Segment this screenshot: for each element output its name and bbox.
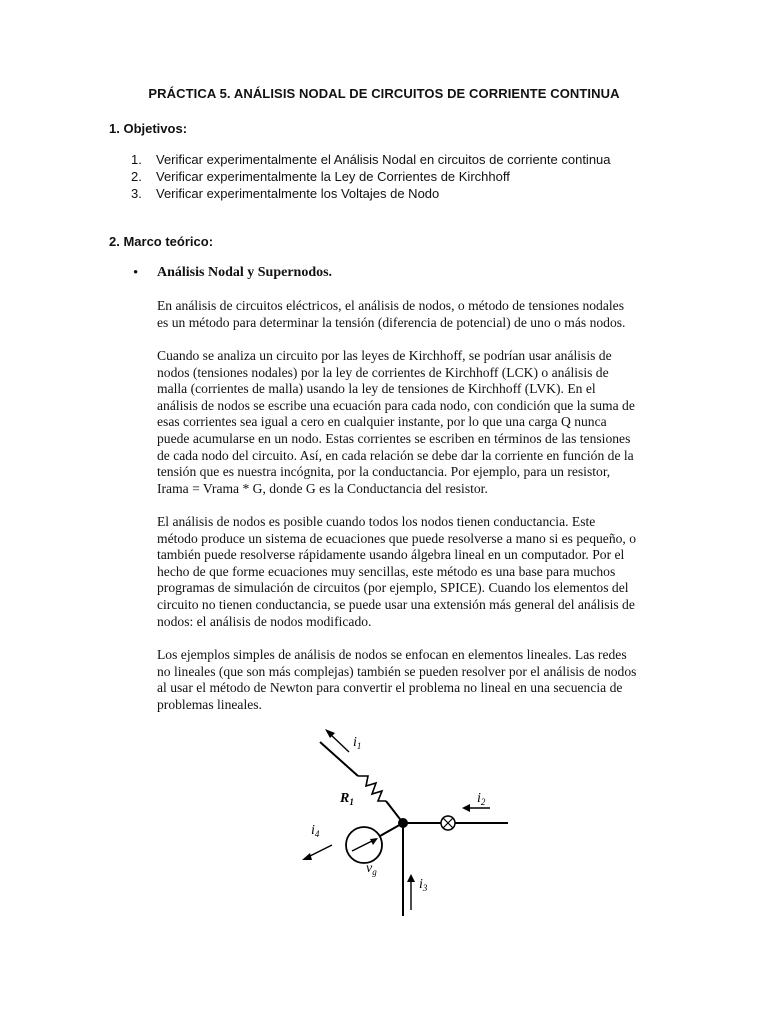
label-vg: $v_g$ (366, 861, 377, 877)
paragraph-line: problemas lineales. (157, 696, 262, 712)
paragraph-line: El análisis de nodos es posible cuando todos los nodos tienen conductancia. Este (157, 514, 596, 529)
paragraph-line: al usar el método de Newton para convertir el problema no lineal en una secuencia de (157, 680, 623, 696)
circuit-node-diagram (290, 728, 530, 923)
paragraph-line: nodos (tensiones nodales) por la ley de corrientes de Kirchhoff (LCK) o análisis de (157, 364, 609, 380)
paragraph-line: nodos: el análisis de nodos modificado. (157, 613, 372, 629)
paragraph (157, 348, 657, 497)
paragraph-line: tensión que es nuestra incógnita, por la conductancia. Por ejemplo, para un resistor, (157, 464, 611, 480)
paragraph-line: esas corrientes sea igual a cero en cualquier instante, por lo que una carga Q nunca (157, 414, 607, 430)
paragraph-line: hecho de que forme ecuaciones muy sencillas, este método es una base para muchos (157, 563, 616, 579)
list-item-text: Verificar experimentalmente los Voltajes de Nodo (156, 186, 440, 201)
paragraph-line: programas de simulación de circuitos (por ejemplo, SPICE). Cuando los elementos del (157, 580, 629, 596)
section-heading-objetivos: 1. Objetivos: (109, 121, 188, 136)
arrow-i3-head (407, 874, 415, 882)
list-item-text: Verificar experimentalmente el Análisis Nodal en circuitos de corriente continua (156, 152, 611, 167)
section-heading-marco-teorico: 2. Marco teórico: (109, 234, 214, 249)
paragraph (157, 298, 657, 331)
paragraph-line: es un método para determinar la tensión (diferencia de potencial) de uno o más nodos. (157, 314, 626, 330)
label-i2: $i_2$ (477, 791, 486, 807)
list-item-number: 1. (131, 152, 142, 167)
arrow-i2-head (462, 804, 470, 812)
paragraph-line: En análisis de circuitos eléctricos, el análisis de nodos, o método de tensiones nodales (157, 298, 624, 313)
paragraph-line: no lineales (que son más complejas) también se pueden resolver por el análisis de nodos (157, 663, 637, 679)
resistor-r1-icon (358, 776, 386, 801)
paragraph-line: puede acumularse en un nodo. Estas corrientes se escriben en términos de las tensiones (157, 430, 631, 446)
list-item-text: Verificar experimentalmente la Ley de Corrientes de Kirchhoff (156, 169, 510, 184)
bullet-icon: • (133, 265, 139, 281)
paragraph-line: Irama = Vrama * G, donde G es la Conductancia del resistor. (157, 480, 488, 496)
list-item-number: 2. (131, 169, 142, 184)
paragraph-line: Cuando se analiza un circuito por las leyes de Kirchhoff, se podrían usar análisis de (157, 348, 612, 363)
paragraph-line: también puede resolverse rápidamente usando álgebra lineal en un computador. Por el (157, 547, 625, 563)
arrow-i4 (308, 845, 332, 857)
paragraph-line: método produce un sistema de ecuaciones que puede resolverse a mano si es pequeño, o (157, 530, 637, 546)
label-i3: $i_3$ (419, 877, 428, 893)
page-title: PRÁCTICA 5. ANÁLISIS NODAL DE CIRCUITOS DE CORRIENTE CONTINUA (148, 86, 620, 101)
paragraph-line: de cada nodo del circuito. Así, en cada relación se debe dar la corriente en función de la (157, 447, 634, 463)
paragraph (157, 647, 657, 713)
paragraph (157, 514, 657, 630)
paragraph-line: malla (corrientes de malla) usando la ley de tensiones de Kirchhoff (LVK). En el (157, 381, 596, 397)
arrow-i4-head (302, 853, 312, 860)
label-i4: $i_4$ (311, 823, 320, 839)
node-dot (398, 818, 408, 828)
paragraph-line: circuito no tienen conductancia, se puede usar una extensión más general del análisis de (157, 596, 635, 612)
label-r1: $R_1$ (340, 791, 354, 807)
paragraph-line: análisis de nodos se escribe una ecuación para cada nodo, con condición que la suma de (157, 397, 635, 413)
list-item-number: 3. (131, 186, 142, 201)
paragraph-line: Los ejemplos simples de análisis de nodos se enfocan en elementos lineales. Las redes (157, 647, 627, 662)
subsection-title: Análisis Nodal y Supernodos. (157, 265, 333, 280)
label-i1: $i_1$ (353, 735, 362, 751)
